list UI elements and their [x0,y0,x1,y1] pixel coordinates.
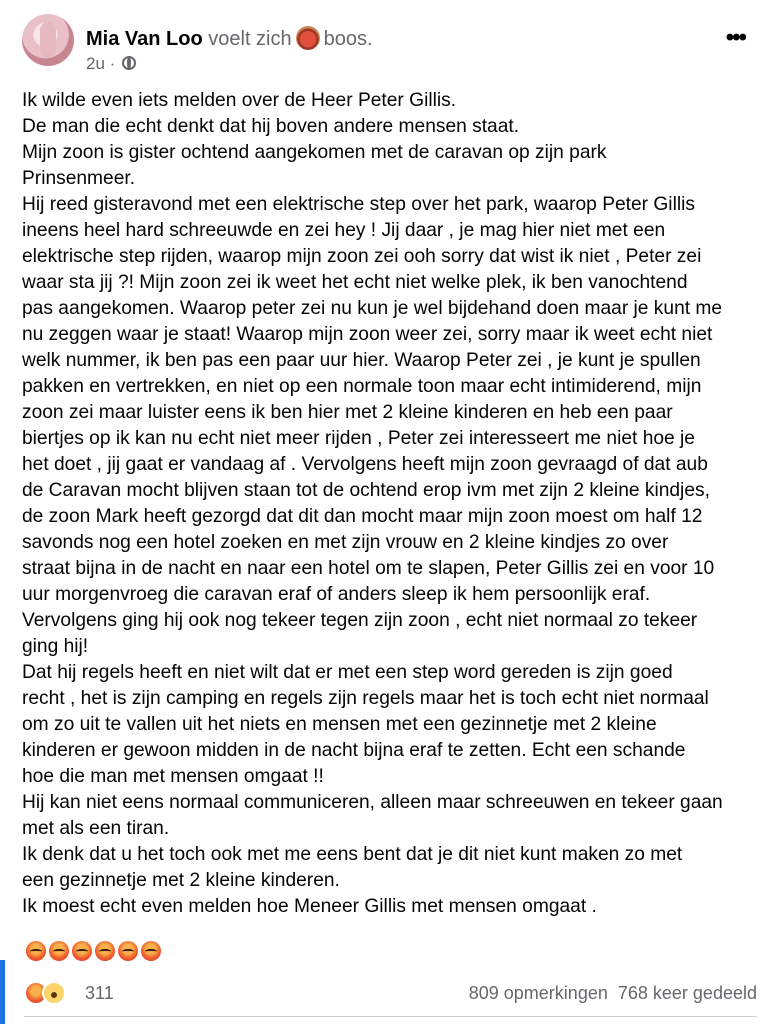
wow-reaction-icon [42,981,66,1005]
post-line: om zo uit te vallen uit het niets en mensen met een gezinnetje met 2 kleine [22,714,657,735]
post-line: waar sta jij ?! Mijn zoon zei ik weet het echt niet welke plek, ik ben vanochtend [22,272,688,293]
post-line: pakken en vertrekken, en niet op een normale toon maar echt intimiderend, mijn [22,376,702,397]
post-line: savonds nog een hotel zoeken en met zijn vrouw en 2 kleine kindjes zo over [22,532,669,553]
post-line: hoe die man met mensen omgaat !! [22,766,324,787]
author-name[interactable]: Mia Van Loo [86,28,203,50]
post-meta [86,54,136,74]
angry-emoji-icon [49,941,69,961]
post-line: kinderen er gewoon midden in de nacht bijna eraf te zetten. Echt een schande [22,740,686,761]
post-line: Ik wilde even iets melden over de Heer Peter Gillis. [22,90,457,111]
post-line: de Caravan mocht blijven staan tot de ochtend erop ivm met zijn 2 kleine kindjes, [22,480,710,501]
post-line: met als een tiran. [22,818,170,839]
post-text [22,88,767,920]
post-line: nu zeggen waar je staat! Waarop mijn zoon weer zei, sorry maar ik weet echt niet [22,324,713,345]
author-avatar[interactable] [22,14,74,66]
comments-count[interactable]: 809 opmerkingen [468,983,608,1003]
post-line: biertjes op ik kan nu echt niet meer rijden , Peter zei interesseert me niet hoe je [22,428,695,449]
post-stats [469,978,757,1008]
post-time[interactable]: 2u [86,54,105,73]
post-line: een gezinnetje met 2 kleine kinderen. [22,870,340,891]
post-footer [24,978,757,1008]
feeling-label[interactable]: boos. [323,28,373,50]
angry-emoji-icon [95,941,115,961]
divider [24,1016,757,1017]
post-line: pas aangekomen. Waarop peter zei nu kun je wel bijdehand doen maar je kunt me [22,298,723,319]
angry-emoji-icon [118,941,138,961]
shares-count[interactable]: 768 keer gedeeld [617,983,757,1003]
post-line: zoon zei maar luister eens ik ben hier met 2 kleine kinderen en heb een paar [22,402,673,423]
post-line: Hij reed gisteravond met een elektrische step over het park, waarop Peter Gillis [22,194,695,215]
post-line: Vervolgens ging hij ook nog tekeer tegen zijn zoon , echt niet normaal zo tekeer [22,610,698,631]
post-line: straat bijna in de nacht en naar een hotel om te slapen, Peter Gillis zei en voor 10 [22,558,715,579]
post-line: de zoon Mark heeft gezorgd dat dit dan mocht maar mijn zoon moest om half 12 [22,506,703,527]
angry-feeling-icon [296,26,320,50]
post-line: elektrische step rijden, waarop mijn zoon zei ooh sorry dat wist ik niet , Peter zei [22,246,702,267]
post-line: Mijn zoon is gister ochtend aangekomen met de caravan op zijn park [22,142,607,163]
emoji-row [26,941,164,965]
post-line: De man die echt denkt dat hij boven andere mensen staat. [22,116,520,137]
post-line: het doet , jij gaat er vandaag af . Vervolgens heeft mijn zoon gevraagd of dat aub [22,454,708,475]
reaction-count[interactable]: 311 [85,983,114,1003]
feeling-prefix: voelt zich [208,28,292,50]
angry-emoji-icon [72,941,92,961]
post-line: recht , het is zijn camping en regels zijn regels maar het is toch echt niet normaal [22,688,709,709]
post-line: ging hij! [22,636,89,657]
post-line: Ik denk dat u het toch ook met me eens bent dat je dit niet kunt maken zo met [22,844,683,865]
post-line: Hij kan niet eens normaal communiceren, alleen maar schreeuwen en tekeer gaan [22,792,723,813]
post-line: Ik moest echt even melden hoe Meneer Gillis met mensen omgaat . [22,896,597,917]
post-line: Prinsenmeer. [22,168,136,189]
post-line: welk nummer, ik ben pas een paar uur hier. Waarop Peter zei , je kunt je spullen [22,350,701,371]
post-line: ineens heel hard schreeuwde en zei hey ! Jij daar , je mag hier niet met een [22,220,666,241]
post-line: uur morgenvroeg die caravan eraf of anders sleep ik hem persoonlijk eraf. [22,584,651,605]
reactions-summary[interactable] [24,978,114,1008]
post-line: Dat hij regels heeft en niet wilt dat er met een step word gereden is zijn goed [22,662,673,683]
meta-separator: · [109,54,116,73]
more-options-button[interactable]: ••• [725,24,745,51]
author-line [86,26,373,51]
left-accent-bar [0,960,5,1024]
angry-emoji-icon [141,941,161,961]
globe-icon[interactable] [122,56,136,70]
post-header [22,14,761,74]
angry-emoji-icon [26,941,46,961]
